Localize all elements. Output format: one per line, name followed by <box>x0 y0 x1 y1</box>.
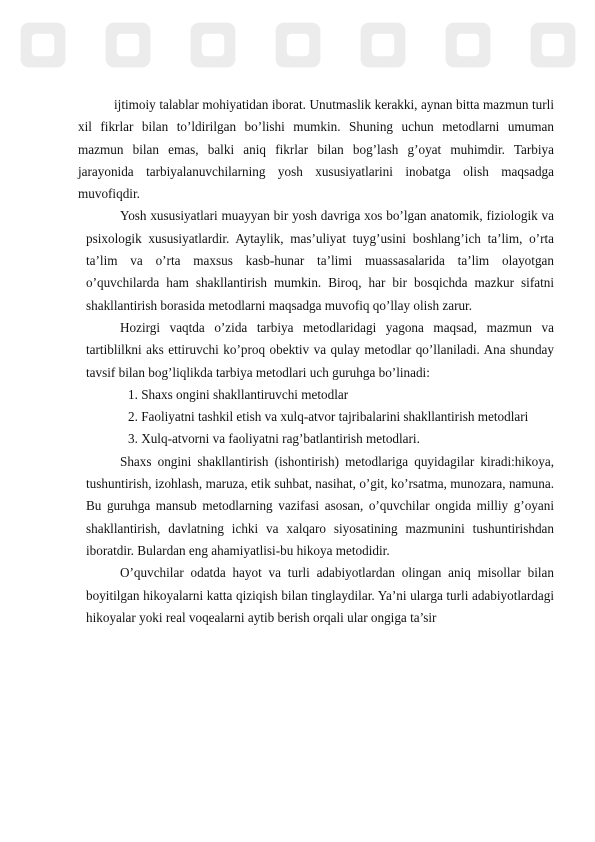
watermark-logo-icon <box>525 17 581 73</box>
watermark-logo-icon <box>15 17 71 73</box>
document-body <box>78 94 554 629</box>
list-item-3: 3. Xulq-atvorni va faoliyatni rag’batlantirish metodlari. <box>128 431 420 447</box>
watermark-logo-icon <box>270 17 326 73</box>
watermark-row <box>0 10 595 80</box>
watermark-logo-icon <box>355 17 411 73</box>
paragraph-1: ijtimoiy talablar mohiyatidan iborat. Unutmaslik kerakki, aynan bitta mazmun turli xil fikrlar bilan to’ldirilgan bo’lishi mumkin. Shuning uchun metodlarni umuman mazmun bilan emas, balki aniq fikrlar bilan bog’lash g’oyat muhimdir. Tarbiya jarayonida tarbiyalanuvchilarning yosh xususiyatlarini inobatga olish maqsadga muvofiqdir. <box>78 97 554 202</box>
watermark-logo-icon <box>185 17 241 73</box>
watermark-logo-icon <box>440 17 496 73</box>
list-item-1: 1. Shaxs ongini shakllantiruvchi metodlar <box>128 386 349 402</box>
paragraph-block-1 <box>78 94 554 205</box>
paragraph-4: Shaxs ongini shakllantirish (ishontirish) metodlariga quyidagilar kiradi:hikoya, tushuntirish, izohlash, maruza, etik suhbat, nasihat, o’git, ko’rsatma, munozara, namuna. Bu guruhga mansub metodlarning vazifasi asosan, o’quvchilar ongida milliy g’oyani shakllantirish, davlatning ichki va xalqaro siyosatining mazmunini tushuntirishdan iboratdir. Bulardan eng ahamiyatlisi-bu hikoya metodidir. <box>86 453 554 558</box>
paragraph-5: O’quvchilar odatda hayot va turli adabiyotlardan olingan aniq misollar bilan boyitilgan hikoyalarni katta qiziqish bilan tinglaydilar. Ya’ni ularga turli adabiyotlardagi hikoyalar yoki real voqealarni aytib berish orqali ular ongiga ta’sir <box>86 565 554 625</box>
paragraph-block-2 <box>78 205 554 629</box>
list-item-2: 2. Faoliyatni tashkil etish va xulq-atvor tajribalarini shakllantirish metodlari <box>128 409 529 425</box>
watermark-logo-icon <box>100 17 156 73</box>
paragraph-2: Yosh xususiyatlari muayyan bir yosh davriga xos bo’lgan anatomik, fiziologik va psixologik xususiyatlardir. Aytaylik, mas’uliyat tuyg’usini boshlang’ich ta’lim, o’rta ta’lim va o’rta maxsus kasb-hunar ta’limi muassasalarida ta’lim olayotgan o’quvchilarda ham shakllantirish mumkin. Biroq, har bir bosqichda mazkur sifatni shakllantirish borasida metodlarni maqsadga muvofiq qo’llay olish zarur. <box>86 208 554 313</box>
paragraph-3: Hozirgi vaqtda o’zida tarbiya metodlaridagi yagona maqsad, mazmun va tartiblilkni aks ettiruvchi ko’proq obektiv va qulay metodlar qo’llaniladi. Ana shunday tavsif bilan bog’liqlikda tarbiya metodlari uch guruhga bo’linadi: <box>86 319 554 380</box>
